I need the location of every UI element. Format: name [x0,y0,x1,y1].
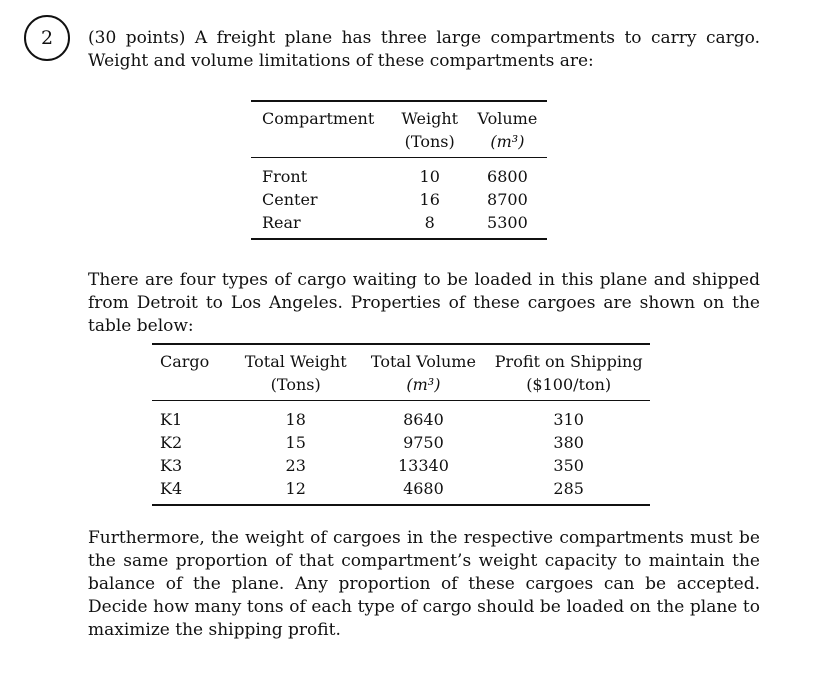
cell-name: Center [262,190,318,209]
cell-volume: 5300 [487,213,528,232]
header-total-weight: Total Weight [244,352,347,371]
unit-total-weight: (Tons) [270,375,321,394]
unit-compartment [251,130,392,158]
cargo-table [152,343,650,506]
cell-volume: 4680 [403,479,444,498]
cell-profit: 310 [553,410,584,429]
cell-profit: 350 [553,456,584,475]
table-header-row [152,344,650,373]
cell-cargo: K2 [160,433,183,452]
cell-volume: 8700 [487,190,528,209]
header-weight: Weight [401,109,459,128]
unit-profit: ($100/ton) [526,375,612,394]
cell-weight: 12 [285,479,306,498]
cell-cargo: K4 [160,479,183,498]
problem-intro: (30 points) A freight plane has three large compartments to carry cargo. Weight and volume limitations of these compartments are: [88,28,760,71]
problem-closing: Furthermore, the weight of cargoes in the respective compartments must be the same proportion of that compartment’s weight capacity to maintain the balance of the plane. Any proportion of these cargoes can be accepted. Decide how many tons of each type of cargo should be loaded on the plane to maximize the shipping profit. [88,528,760,640]
table-row [251,211,547,239]
cell-weight: 16 [419,190,440,209]
problem-number: 2 [40,27,54,49]
cell-name: Rear [262,213,301,232]
cell-name: Front [262,167,308,186]
cell-profit: 285 [553,479,584,498]
table-row [152,431,650,454]
table-row [152,477,650,505]
table-units-row [251,130,547,158]
unit-total-volume: (m³) [406,375,441,394]
table-header-row [251,101,547,130]
compartments-table [251,100,547,240]
table-row [152,401,650,432]
table-row [152,454,650,477]
cell-volume: 9750 [403,433,444,452]
cell-profit: 380 [553,433,584,452]
problem-middle: There are four types of cargo waiting to be loaded in this plane and shipped from Detroit to Los Angeles. Properties of these cargoes are shown on the table below: [88,270,760,336]
cell-cargo: K1 [160,410,183,429]
table-units-row [152,373,650,401]
unit-weight: (Tons) [404,132,455,151]
unit-volume: (m³) [490,132,525,151]
cell-cargo: K3 [160,456,183,475]
cell-volume: 8640 [403,410,444,429]
cell-weight: 8 [424,213,435,232]
header-total-volume: Total Volume [370,352,476,371]
cell-weight: 18 [285,410,306,429]
table-row [251,158,547,189]
cell-weight: 10 [419,167,440,186]
table-row [251,188,547,211]
cell-volume: 6800 [487,167,528,186]
cell-volume: 13340 [397,456,449,475]
cell-weight: 15 [285,433,306,452]
unit-cargo [152,373,232,401]
header-compartment: Compartment [262,109,375,128]
header-profit: Profit on Shipping [494,352,643,371]
header-cargo: Cargo [160,352,210,371]
cell-weight: 23 [285,456,306,475]
header-volume: Volume [477,109,538,128]
problem-number-badge [24,15,70,61]
